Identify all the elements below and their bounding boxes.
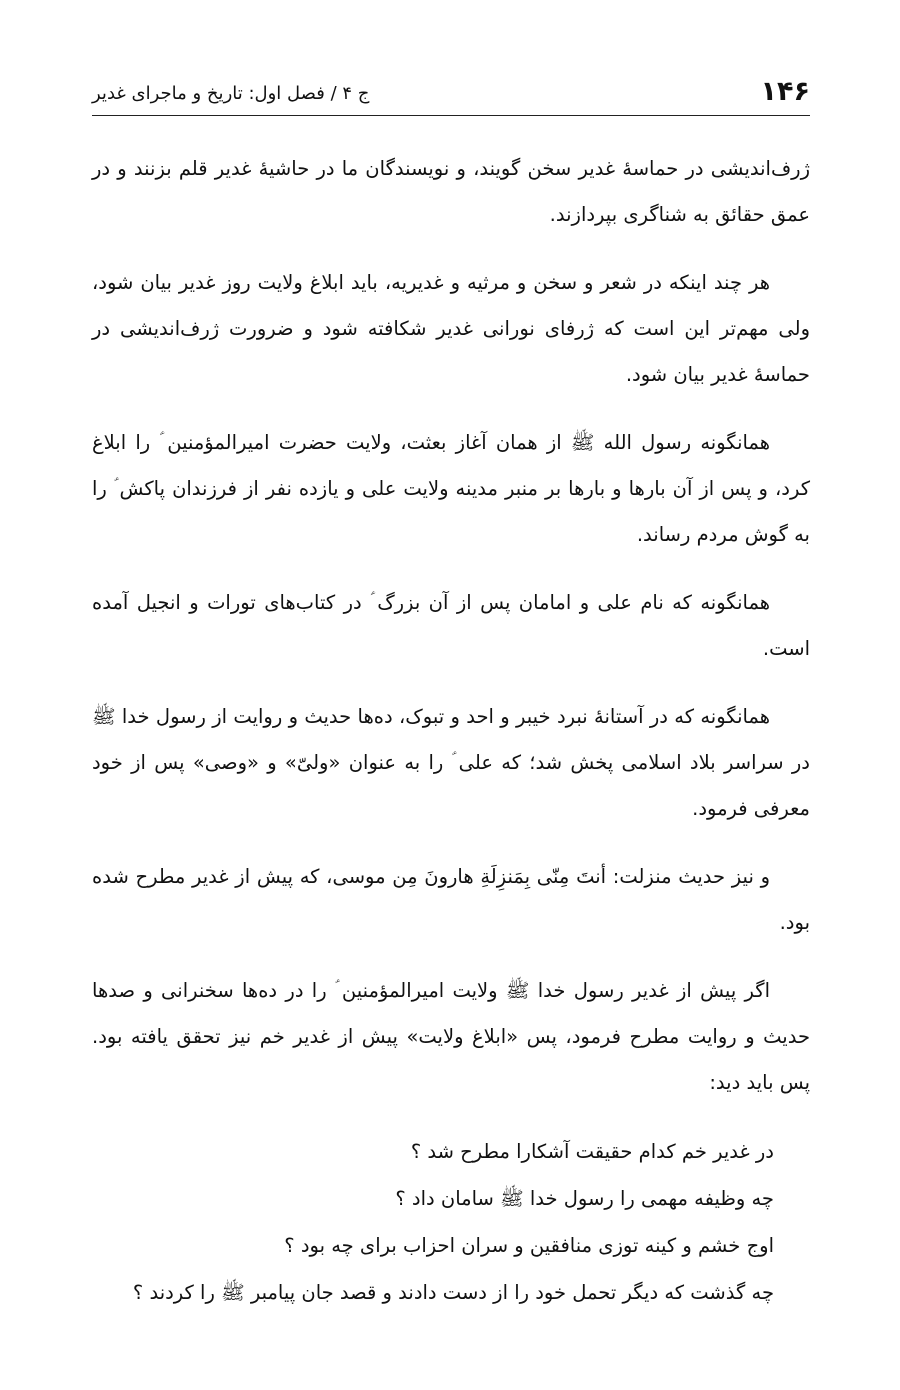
question-item: در غدیر خم کدام حقیقت آشکارا مطرح شد ؟ xyxy=(410,1140,774,1163)
paragraph: همانگونه که در آستانهٔ نبرد خیبر و احد و تبوک، ده‌ها حدیث و روایت از رسول خدا ﷺ در سراسر بلاد اسلامی پخش شد؛ که علی ؑ را به عنوان «ولیّ» و «وصی» پس از خود معرفی فرمود. xyxy=(92,705,810,820)
question-item: چه وظیفه مهمی را رسول خدا ﷺ سامان داد ؟ xyxy=(395,1187,774,1210)
paragraph: همانگونه که نام علی و امامان پس از آن بزرگ ؑ در کتاب‌های تورات و انجیل آمده است. xyxy=(92,591,810,660)
question-item: اوج خشم و کینه توزی منافقین و سران احزاب برای چه بود ؟ xyxy=(284,1234,774,1257)
question-list xyxy=(92,1128,810,1316)
paragraph-continuation: ژرف‌اندیشی در حماسهٔ غدیر سخن گویند، و نویسندگان ما در حاشیهٔ غدیر قلم بزنند و در عمق حقائق به شناگری بپردازند. xyxy=(92,157,810,226)
page-number: ۱۴۶ xyxy=(760,76,810,107)
header-divider xyxy=(92,115,810,116)
paragraph: اگر پیش از غدیر رسول خدا ﷺ ولایت امیرالمؤمنین ؑ را در ده‌ها سخنرانی و صدها حدیث و روایت مطرح فرمود، پس «ابلاغ ولایت» پیش از غدیر خم نیز تحقق یافته بود. پس باید دید: xyxy=(92,979,810,1094)
question-item: چه گذشت که دیگر تحمل خود را از دست دادند و قصد جان پیامبر ﷺ را کردند ؟ xyxy=(132,1281,774,1304)
body-text xyxy=(92,146,810,1316)
running-head: ج ۴ / فصل اول: تاریخ و ماجرای غدیر xyxy=(92,83,370,104)
paragraph: و نیز حدیث منزلت: أنتَ مِنّی بِمَنزِلَةِ هارونَ مِن موسی، که پیش از غدیر مطرح شده بود. xyxy=(92,865,810,934)
page-header xyxy=(92,68,810,108)
paragraph: همانگونه رسول الله ﷺ از همان آغاز بعثت، ولایت حضرت امیرالمؤمنین ؑ را ابلاغ کرد، و پس از آن بارها و بارها بر منبر مدینه ولایت علی و یازده نفر از فرزندان پاکش ؑ را به گوش مردم رساند. xyxy=(92,431,810,546)
paragraph: هر چند اینکه در شعر و سخن و مرثیه و غدیریه، باید ابلاغ ولایت روز غدیر بیان شود، ولی مهم‌تر این است که ژرفای نورانی غدیر شکافته شود و ضرورت ژرف‌اندیشی در حماسهٔ غدیر بیان شود. xyxy=(92,271,810,386)
